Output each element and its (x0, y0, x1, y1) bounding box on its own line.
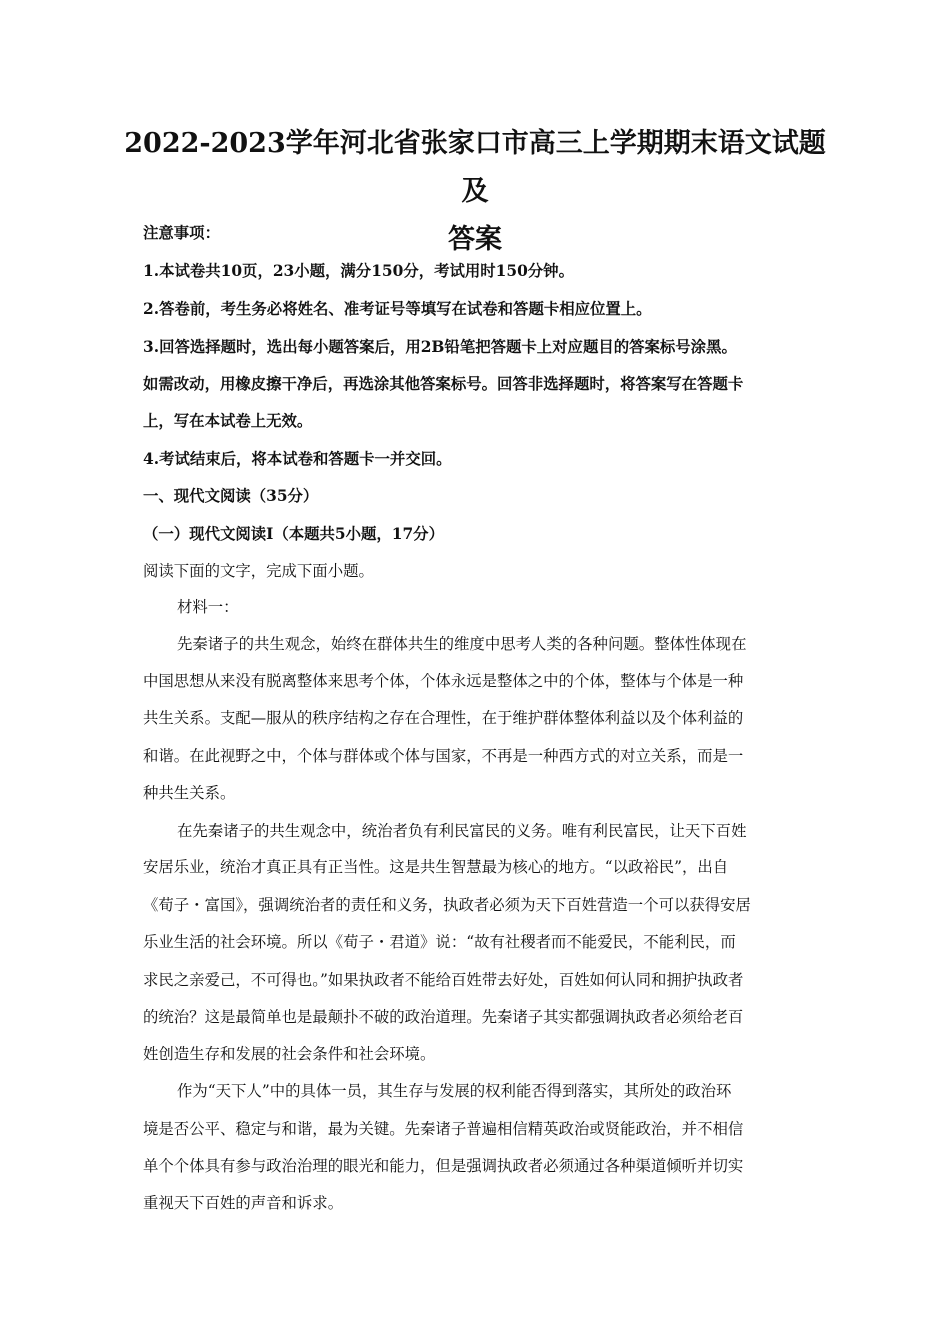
para3-line-4: 重视天下百姓的声音和诉求。 (143, 1194, 344, 1212)
para1-line-1: 先秦诸子的共生观念，始终在群体共生的维度中思考人类的各种问题。整体性体现在 (177, 635, 747, 653)
instruction: 阅读下面的文字，完成下面小题。 (143, 562, 374, 580)
para2-line-5: 求民之亲爱己，不可得也。”如果执政者不能给百姓带去好处，百姓如何认同和拥护执政者 (143, 971, 744, 989)
para1-line-4: 和谐。在此视野之中，个体与群体或个体与国家，不再是一种西方式的对立关系，而是一 (143, 747, 744, 765)
subsection-heading: （一）现代文阅读Ⅰ（本题共5小题，17分） (143, 525, 444, 543)
title-line-2: 答案 (448, 224, 502, 255)
material-label: 材料一： (177, 598, 239, 616)
para2-line-6: 的统治？这是最简单也是最颠扑不破的政治道理。先秦诸子其实都强调执政者必须给老百 (143, 1008, 744, 1026)
section-heading: 一、现代文阅读（35分） (143, 487, 319, 505)
para1-line-2: 中国思想从来没有脱离整体来思考个体，个体永远是整体之中的个体，整体与个体是一种 (143, 672, 744, 690)
para2-line-2: 安居乐业，统治才真正具有正当性。这是共生智慧最为核心的地方。“以政裕民”，出自 (143, 858, 729, 876)
notice-item-3-cont: 如需改动，用橡皮擦干净后，再选涂其他答案标号。回答非选择题时，将答案写在答题卡 (143, 375, 744, 393)
para2-line-7: 姓创造生存和发展的社会条件和社会环境。 (143, 1045, 436, 1063)
para1-line-5: 种共生关系。 (143, 784, 236, 802)
notice-item-1: 1.本试卷共10页，23小题，满分150分，考试用时150分钟。 (143, 262, 574, 280)
para2-line-4: 乐业生活的社会环境。所以《荀子・君道》说：“故有社稷者而不能爱民，不能利民，而 (143, 933, 736, 951)
notice-item-3: 3.回答选择题时，选出每小题答案后，用2B铅笔把答题卡上对应题目的答案标号涂黑。 (143, 338, 737, 356)
notice-item-2: 2.答卷前，考生务必将姓名、准考证号等填写在试卷和答题卡相应位置上。 (143, 300, 652, 318)
para2-line-1: 在先秦诸子的共生观念中，统治者负有利民富民的义务。唯有利民富民，让天下百姓 (177, 822, 747, 840)
para3-line-1: 作为“天下人”中的具体一员，其生存与发展的权利能否得到落实，其所处的政治环 (177, 1082, 732, 1100)
notice-item-3-cont-2: 上，写在本试卷上无效。 (143, 412, 313, 430)
para2-line-3: 《荀子・富国》，强调统治者的责任和义务，执政者必须为天下百姓营造一个可以获得安居 (143, 896, 751, 914)
para3-line-2: 境是否公平、稳定与和谐，最为关键。先秦诸子普遍相信精英政治或贤能政治，并不相信 (143, 1120, 744, 1138)
para3-line-3: 单个个体具有参与政治治理的眼光和能力，但是强调执政者必须通过各种渠道倾听并切实 (143, 1157, 744, 1175)
notice-heading: 注意事项： (143, 224, 220, 242)
para1-line-3: 共生关系。支配—服从的秩序结构之存在合理性，在于维护群体整体利益以及个体利益的 (143, 709, 744, 727)
notice-item-4: 4.考试结束后，将本试卷和答题卡一并交回。 (143, 450, 452, 468)
title-line-1: 2022-2023学年河北省张家口市高三上学期期末语文试题及 (124, 128, 826, 207)
